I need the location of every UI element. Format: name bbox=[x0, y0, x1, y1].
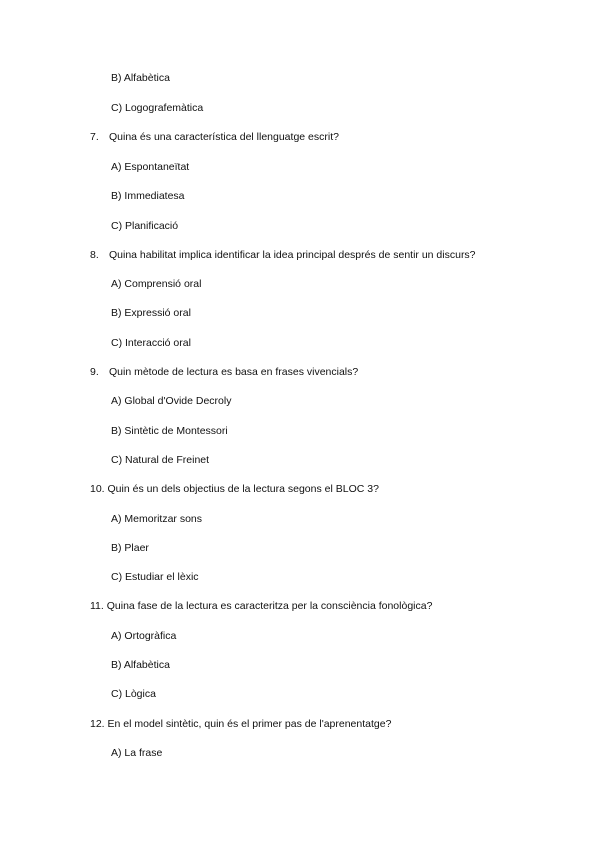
question-text: Quina és una característica del llenguatge escrit? bbox=[109, 131, 339, 143]
answer-option: C) Planificació bbox=[111, 220, 179, 232]
answer-option: B) Expressió oral bbox=[111, 307, 191, 319]
answer-option: B) Immediatesa bbox=[111, 190, 185, 202]
question-11: 11. Quina fase de la lectura es caracteritza per la consciència fonològica? bbox=[90, 600, 433, 612]
question-number: 8. bbox=[90, 249, 99, 261]
question-number: 9. bbox=[90, 366, 99, 378]
answer-option: B) Alfabètica bbox=[111, 72, 170, 84]
answer-option: A) Comprensió oral bbox=[111, 278, 202, 290]
answer-option: C) Natural de Freinet bbox=[111, 454, 210, 466]
answer-option: B) Alfabètica bbox=[111, 659, 170, 671]
question-12: 12. En el model sintètic, quin és el primer pas de l'aprenentatge? bbox=[90, 718, 392, 730]
question-10: 10. Quin és un dels objectius de la lectura segons el BLOC 3? bbox=[90, 483, 379, 495]
answer-option: B) Plaer bbox=[111, 542, 149, 554]
answer-option: A) Espontaneïtat bbox=[111, 161, 190, 173]
answer-option: A) Global d'Ovide Decroly bbox=[111, 395, 232, 407]
answer-option: C) Interacció oral bbox=[111, 337, 191, 349]
answer-option: A) Memoritzar sons bbox=[111, 513, 203, 525]
answer-option: C) Lògica bbox=[111, 688, 156, 700]
question-text: Quina habilitat implica identificar la idea principal després de sentir un discurs? bbox=[109, 249, 476, 261]
answer-option: A) La frase bbox=[111, 747, 163, 759]
answer-option: B) Sintètic de Montessori bbox=[111, 425, 228, 437]
answer-option: C) Estudiar el lèxic bbox=[111, 571, 199, 583]
answer-option: C) Logografemàtica bbox=[111, 102, 204, 114]
answer-option: A) Ortogràfica bbox=[111, 630, 177, 642]
question-text: Quin mètode de lectura es basa en frases vivencials? bbox=[109, 366, 359, 378]
question-number: 7. bbox=[90, 131, 99, 143]
